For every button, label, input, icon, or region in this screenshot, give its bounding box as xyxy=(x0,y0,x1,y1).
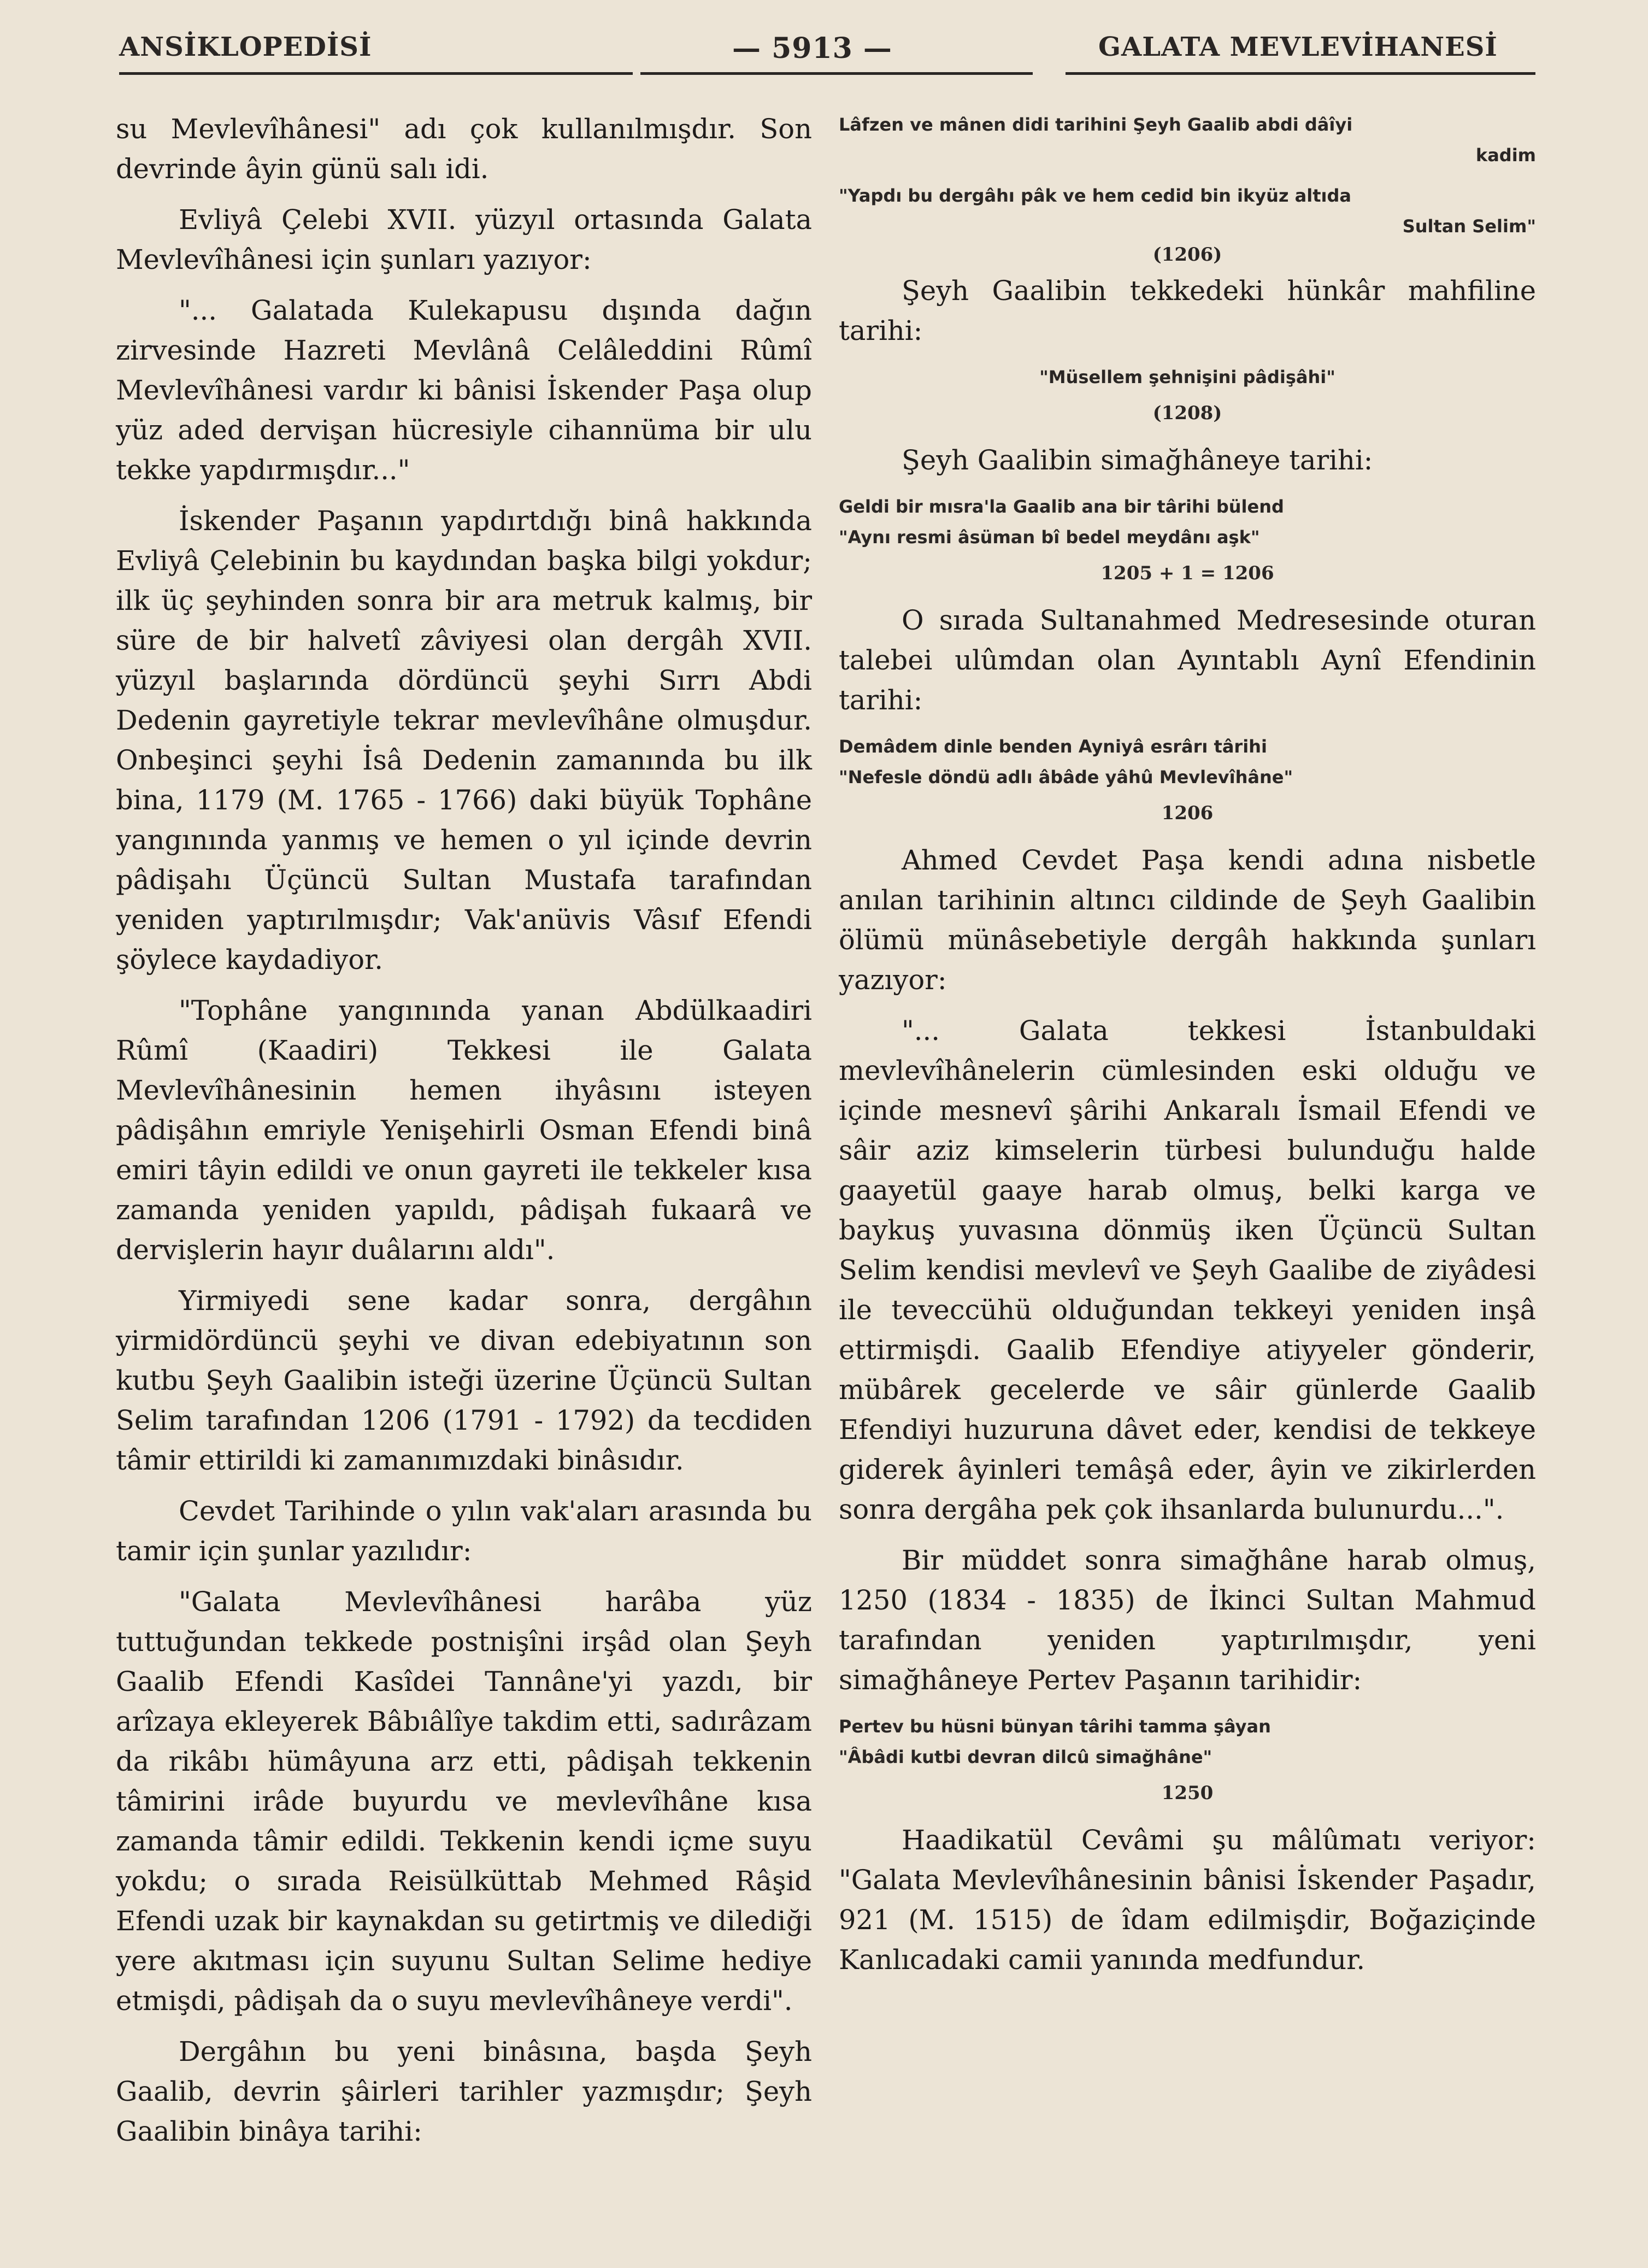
paragraph: Yirmiyedi sene kadar sonra, dergâhın yirmidördüncü şeyhi ve divan edebiyatının son kutbu Şeyh Gaalibin isteği üzerine Üçüncü Sultan Selim tarafından 1206 (1791 - 1792) da tecdiden tâmir ettirildi ki zamanımızdaki binâsıdır. xyxy=(116,1285,812,1476)
header-left-title: ANSİKLOPEDİSİ xyxy=(119,32,372,62)
paragraph: Cevdet Tarihinde o yılın vak'aları arasında bu tamir için şunlar yazılıdır: xyxy=(116,1495,812,1567)
header-right-title: GALATA MEVLEVİHANESİ xyxy=(1098,32,1498,62)
verse-year: 1205 + 1 = 1206 xyxy=(1100,562,1274,584)
paragraph: Şeyh Gaalibin simağhâneye tarihi: xyxy=(902,444,1373,476)
paragraph: O sırada Sultanahmed Medresesinde oturan talebei ulûmdan olan Ayıntablı Aynî Efendinin tarihi: xyxy=(839,604,1536,716)
verse-year: (1208) xyxy=(1152,402,1222,424)
verse-line: Demâdem dinle benden Ayniyâ esrârı târihi xyxy=(839,736,1267,757)
paragraph: İskender Paşanın yapdırtdığı binâ hakkında Evliyâ Çelebinin bu kaydından başka bilgi yokdur; ilk üç şeyhinden sonra bir ara metruk kalmış, bir süre de bir halvetî zâviyesi olan dergâh XVII. yüzyıl başlarında dördüncü şeyhi Sırrı Abdi Dedenin gayretiyle tekrar mevlevîhâne olmuşdur. Onbeşinci şeyhi İsâ Dedenin zamanında bu ilk bina, 1179 (M. 1765 - 1766) daki büyük Tophâne yangınında yanmış ve hemen o yıl içinde devrin pâdişahı Üçüncü Sultan Mustafa tarafından yeniden yaptırılmışdır; Vak'anüvis Vâsıf Efendi şöylece kaydadiyor. xyxy=(116,505,812,976)
paragraph: Ahmed Cevdet Paşa kendi adına nisbetle anılan tarihinin altıncı cildinde de Şeyh Gaalibin ölümü münâsebetiyle dergâh hakkında şunları yazıyor: xyxy=(839,844,1536,996)
verse-line: "Aynı resmi âsüman bî bedel meydânı aşk" xyxy=(839,527,1260,548)
paragraph: Şeyh Gaalibin tekkedeki hünkâr mahfiline tarihi: xyxy=(839,275,1536,346)
paragraph: su Mevlevîhânesi" adı çok kullanılmışdır. Son devrinde âyin günü salı idi. xyxy=(116,113,812,185)
left-column xyxy=(116,109,812,2163)
paragraph: Haadikatül Cevâmi şu mâlûmatı veriyor: "Galata Mevlevîhânesinin bânisi İskender Paşadır, 921 (M. 1515) de îdam edilmişdir, Boğaziçinde Kanlıcadaki camii yanında medfundur. xyxy=(839,1824,1536,1976)
quote-paragraph: "Tophâne yangınında yanan Abdülkaadiri Rûmî (Kaadiri) Tekkesi ile Galata Mevlevîhânesinin hemen ihyâsını isteyen pâdişâhın emriyle Yenişehirli Osman Efendi binâ emiri tâyin edildi ve onun gayreti ile tekkeler kısa zamanda yeniden yapıldı, pâdişah fukaarâ ve dervişlerin hayır duâlarını aldı". xyxy=(116,995,812,1266)
header-rule-center xyxy=(640,72,1033,75)
verse-year: 1250 xyxy=(1161,1782,1214,1804)
verse-line: "Müsellem şehnişini pâdişâhi" xyxy=(1039,367,1335,387)
quote-paragraph: "... Galata tekkesi İstanbuldaki mevlevîhânelerin cümlesinden eski olduğu ve içinde mesnevî şârihi Ankaralı İsmail Efendi ve sâir aziz kimselerin türbesi bulunduğu halde gaayetül gaaye harab olmuş, belki karga ve baykuş yuvasına dönmüş iken Üçüncü Sultan Selim kendisi mevlevî ve Şeyh Gaalibe de ziyâdesi ile teveccühü olduğundan tekkeyi yeniden inşâ ettirmişdi. Gaalib Efendiye atiyyeler gönderir, mübârek gecelerde ve sâir günlerde Gaalib Efendiyi huzuruna dâvet eder, kendisi de tekkeye giderek âyinleri temâşâ eder, âyin ve zikirlerden sonra dergâha pek çok ihsanlarda bulunurdu...". xyxy=(839,1015,1536,1525)
header-rule-right xyxy=(1066,72,1535,75)
verse-line: Sultan Selim" xyxy=(1402,216,1536,237)
verse-line: "Yapdı bu dergâhı pâk ve hem cedid bin ikyüz altıda xyxy=(839,185,1351,206)
verse-line: "Nefesle döndü adlı âbâde yâhû Mevlevîhâne" xyxy=(839,767,1293,788)
paragraph: Dergâhın bu yeni binâsına, başda Şeyh Gaalib, devrin şâirleri tarihler yazmışdır; Şeyh Gaalibin binâya tarihi: xyxy=(116,2036,812,2147)
header-rule-left xyxy=(119,72,633,75)
verse-line: Geldi bir mısra'la Gaalib ana bir târihi bülend xyxy=(839,496,1284,517)
verse-year: (1206) xyxy=(1152,244,1222,266)
quote-paragraph: "... Galatada Kulekapusu dışında dağın zirvesinde Hazreti Mevlânâ Celâleddini Rûmî Mevlevîhânesi vardır ki bânisi İskender Paşa olup yüz aded dervişan hücresiyle cihannüma bir ulu tekke yapdırmışdır..." xyxy=(116,295,812,486)
verse-year: 1206 xyxy=(1161,802,1214,824)
right-column xyxy=(839,109,1536,1991)
page-header xyxy=(0,0,1648,77)
verse-line: Pertev bu hüsni bünyan târihi tamma şâyan xyxy=(839,1716,1271,1737)
verse-line: "Âbâdi kutbi devran dilcû simağhâne" xyxy=(839,1747,1213,1767)
quote-paragraph: "Galata Mevlevîhânesi harâba yüz tuttuğundan tekkede postnişîni irşâd olan Şeyh Gaalib Efendi Kasîdei Tannâne'yi yazdı, bir arîzaya ekleyerek Bâbıâlîye takdim etti, sadırâzam da rikâbı hümâyuna arz etti, pâdişah tekkenin tâmirini irâde buyurdu ve mevlevîhâne kısa zamanda tâmir edildi. Tekkenin kendi içme suyu yokdu; o sırada Reisülküttab Mehmed Râşid Efendi uzak bir kaynakdan su getirtmiş ve dilediği yere akıtması için suyunu Sultan Selime hediye etmişdi, pâdişah da o suyu mevlevîhâneye verdi". xyxy=(116,1586,812,2017)
verse-line: kadim xyxy=(1475,145,1536,166)
verse-line: Lâfzen ve mânen didi tarihini Şeyh Gaalib abdi dâîyi xyxy=(839,114,1353,135)
paragraph: Evliyâ Çelebi XVII. yüzyıl ortasında Galata Mevlevîhânesi için şunları yazıyor: xyxy=(116,204,812,275)
page-number: — 5913 — xyxy=(732,32,892,65)
paragraph: Bir müddet sonra simağhâne harab olmuş, 1250 (1834 - 1835) de İkinci Sultan Mahmud tarafından yeniden yaptırılmışdır, yeni simağhâneye Pertev Paşanın tarihidir: xyxy=(839,1544,1536,1696)
